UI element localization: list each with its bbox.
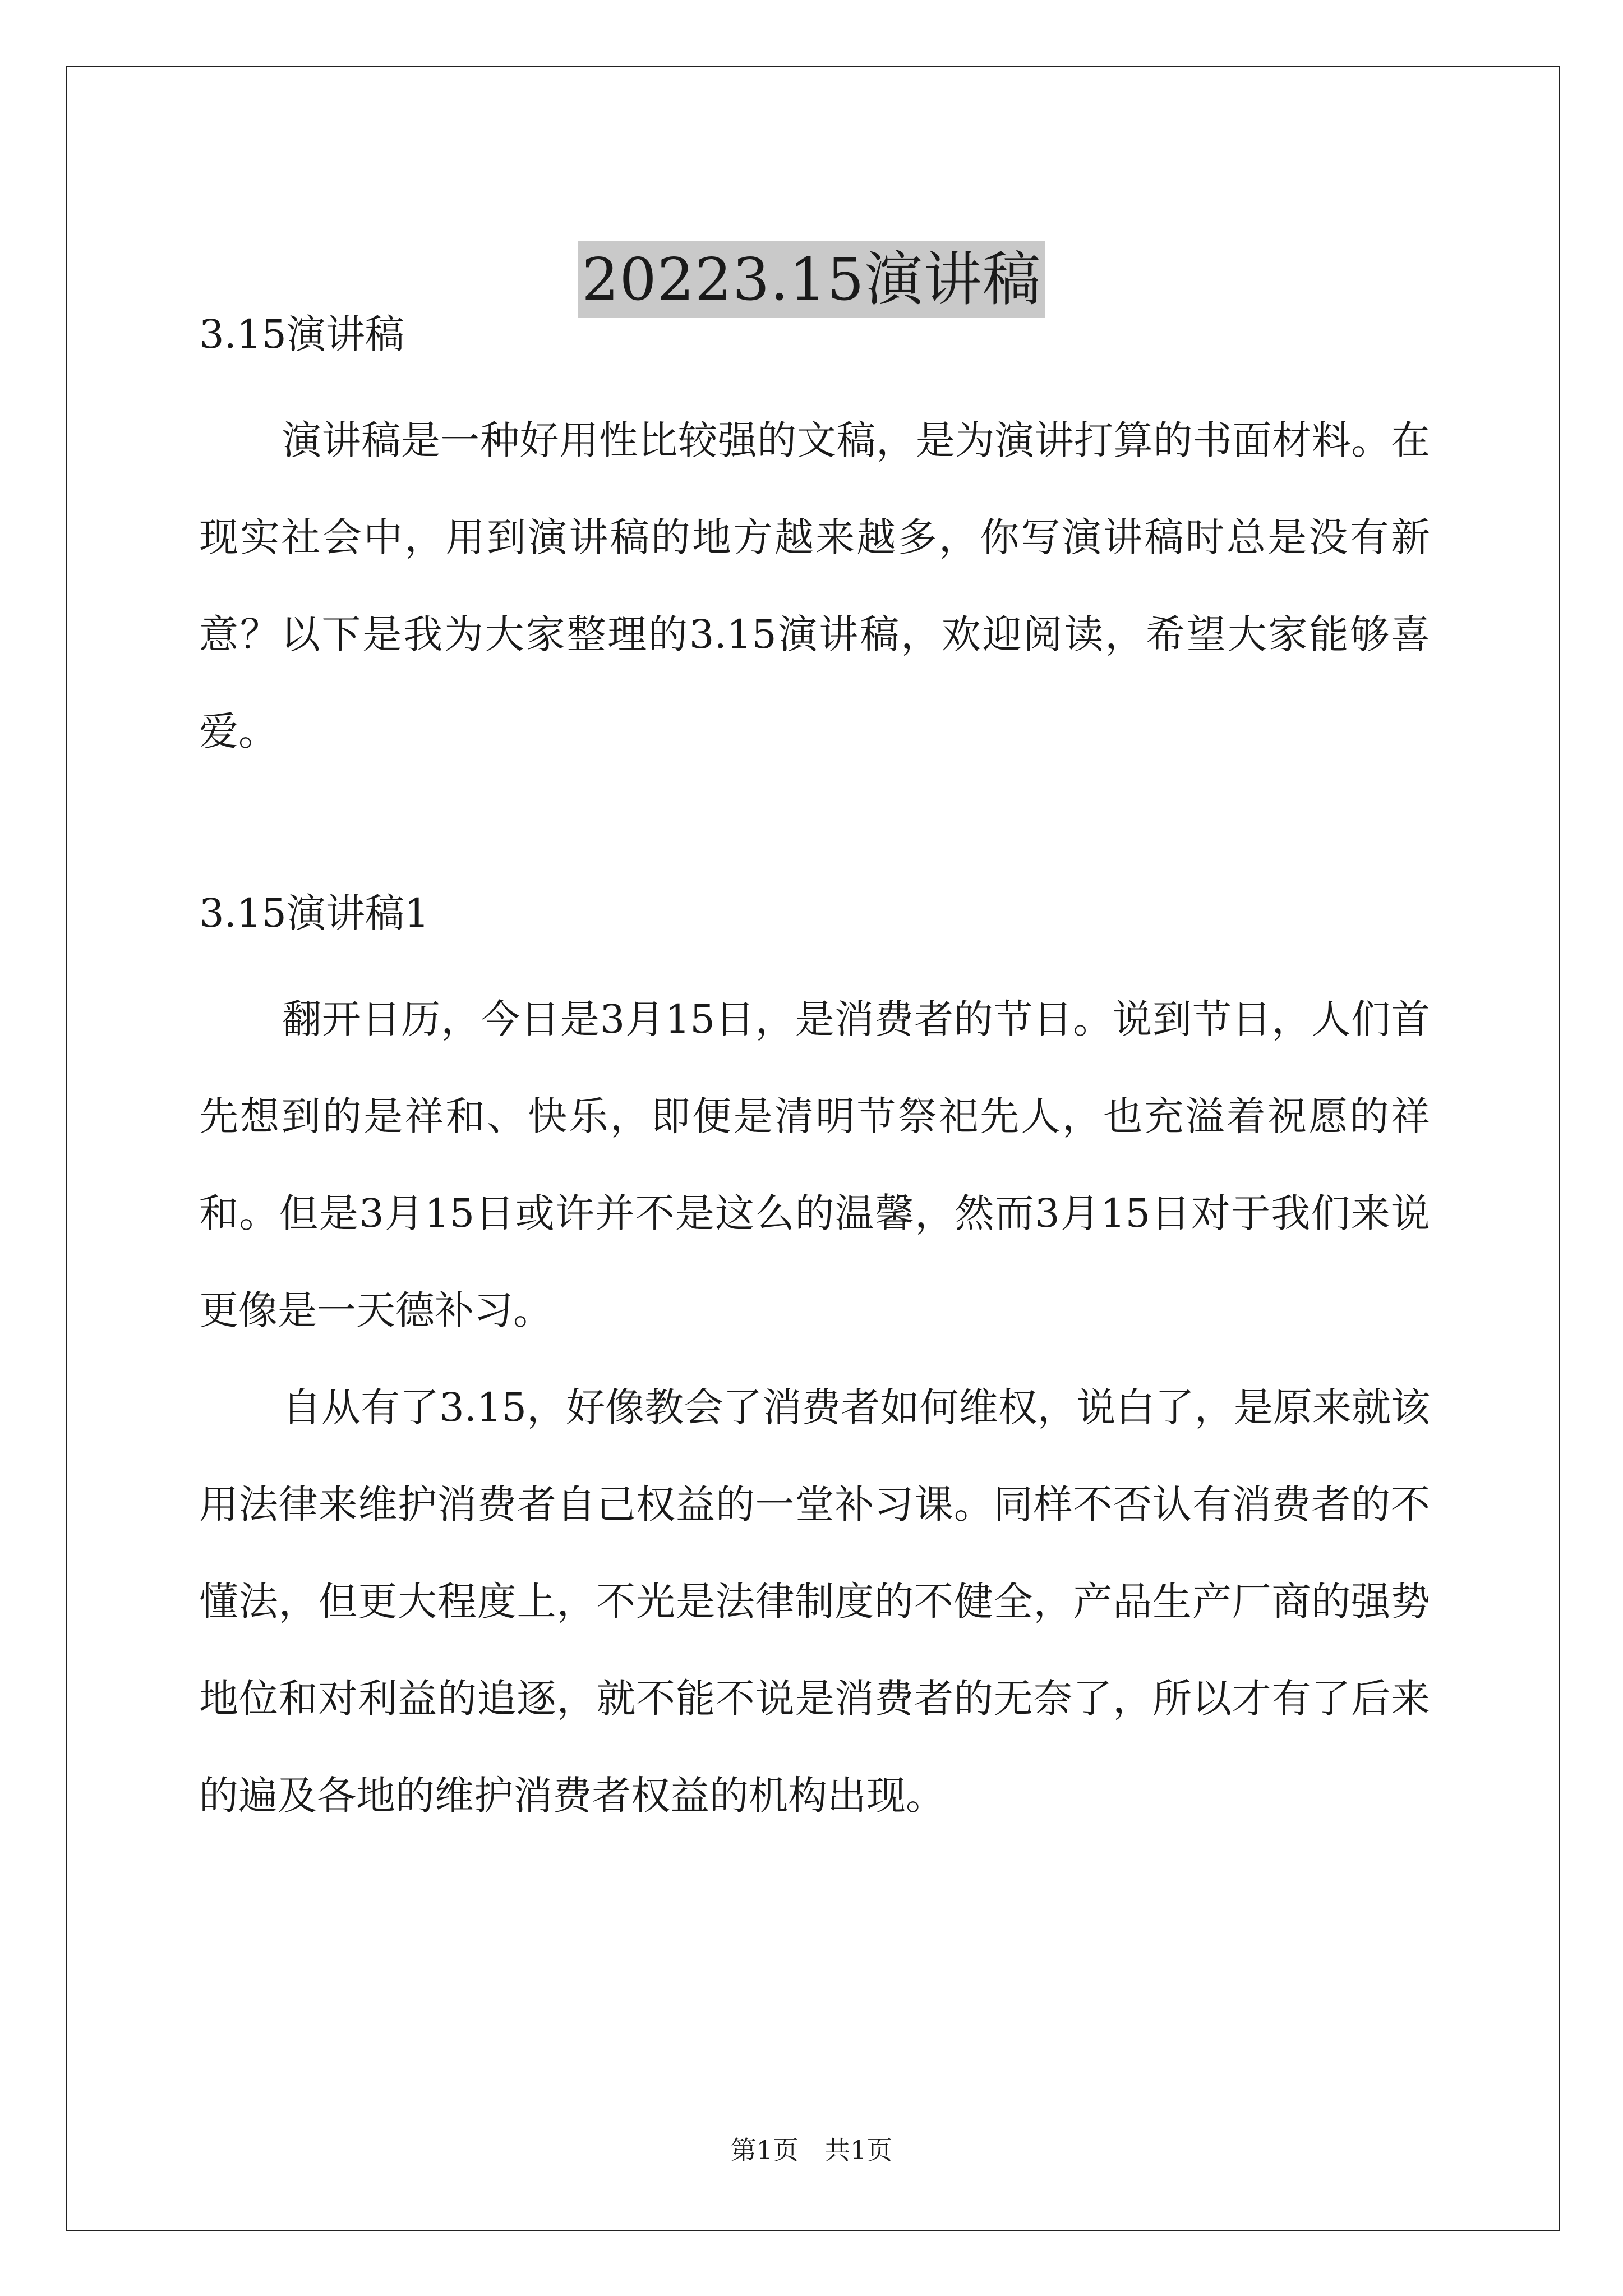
section1-paragraph-2: 自从有了3.15，好像教会了消费者如何维权，说白了，是原来就该用法律来维护消费者自己权益的一堂补习课。同样不否认有消费者的不懂法，但更大程度上，不光是法律制度的不健全，产品生产厂商的强势地位和对利益的追逐，就不能不说是消费者的无奈了，所以才有了后来的遍及各地的维护消费者权益的机构出现。	[199, 1384, 1430, 1819]
intro-paragraph: 演讲稿是一种好用性比较强的文稿，是为演讲打算的书面材料。在现实社会中，用到演讲稿的地方越来越多，你写演讲稿时总是没有新意？以下是我为大家整理的3.15演讲稿，欢迎阅读，希望大家能够喜爱。	[199, 417, 1430, 754]
page-footer: 第1页 共1页	[730, 2135, 893, 2165]
intro-heading: 3.15演讲稿	[199, 311, 404, 357]
document-body	[199, 311, 1430, 1844]
document-title: 20223.15演讲稿	[578, 241, 1044, 318]
spacer	[199, 780, 1430, 890]
spacer	[199, 936, 1430, 971]
section1-heading: 3.15演讲稿1	[199, 890, 430, 936]
spacer	[199, 357, 1430, 392]
section1-paragraph-1: 翻开日历，今日是3月15日，是消费者的节日。说到节日，人们首先想到的是祥和、快乐，即便是清明节祭祀先人，也充溢着祝愿的祥和。但是3月15日或许并不是这么的温馨，然而3月15日对于我们来说更像是一天德补习。	[199, 996, 1430, 1333]
